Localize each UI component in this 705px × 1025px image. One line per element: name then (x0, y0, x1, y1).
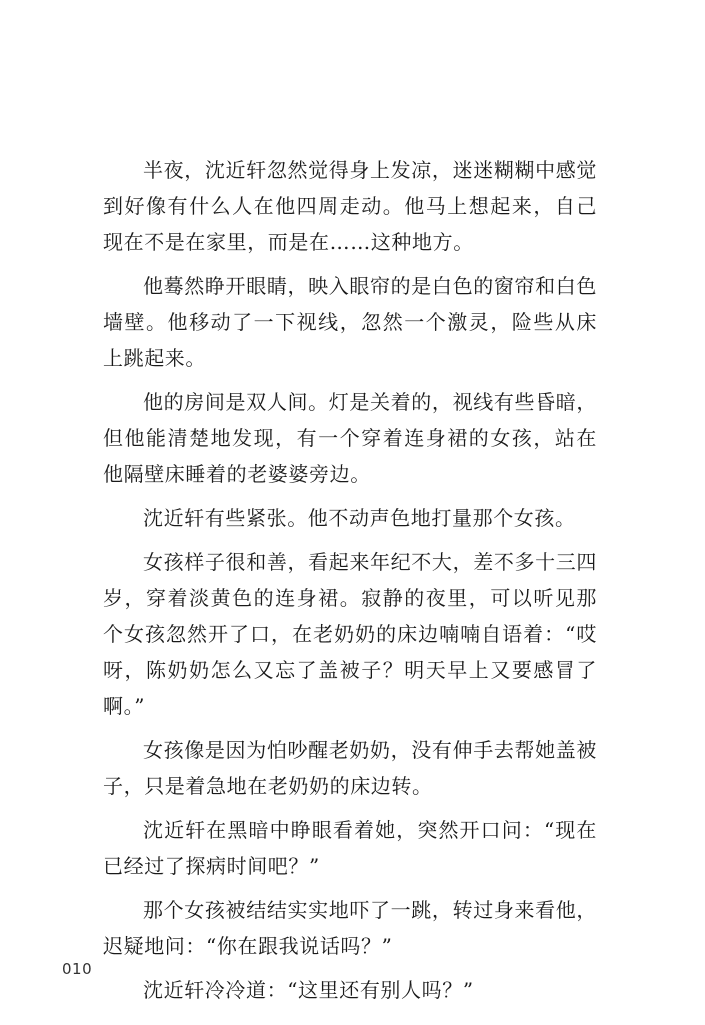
paragraph-3: 他的房间是双人间。灯是关着的，视线有些昏暗，但他能清楚地发现，有一个穿着连身裙的女孩，站在他隔壁床睡着的老婆婆旁边。 (103, 390, 597, 486)
paragraph-2: 他蓦然睁开眼睛，映入眼帘的是白色的窗帘和白色墙壁。他移动了一下视线，忽然一个激灵，险些从床上跳起来。 (103, 274, 597, 370)
paragraph-9: 沈近轩冷冷道：“这里还有别人吗？” (143, 978, 474, 1002)
paragraph-4: 沈近轩有些紧张。他不动声色地打量那个女孩。 (143, 506, 576, 530)
paragraph-1: 半夜，沈近轩忽然觉得身上发凉，迷迷糊糊中感觉到好像有什么人在他四周走动。他马上想起来，自己现在不是在家里，而是在……这种地方。 (103, 158, 597, 254)
body-text (103, 152, 597, 1016)
paragraph-5: 女孩样子很和善，看起来年纪不大，差不多十三四岁，穿着淡黄色的连身裙。寂静的夜里，可以听见那个女孩忽然开了口，在老奶奶的床边喃喃自语着：“哎呀，陈奶奶怎么又忘了盖被子？明天早上又要感冒了啊。” (103, 550, 597, 718)
paragraph-7: 沈近轩在黑暗中睁眼看着她，突然开口问：“现在已经过了探病时间吧？” (103, 818, 597, 878)
paragraph-6: 女孩像是因为怕吵醒老奶奶，没有伸手去帮她盖被子，只是着急地在老奶奶的床边转。 (103, 738, 597, 798)
paragraph-8: 那个女孩被结结实实地吓了一跳，转过身来看他，迟疑地问：“你在跟我说话吗？” (103, 898, 597, 958)
page-number: 010 (62, 960, 93, 978)
